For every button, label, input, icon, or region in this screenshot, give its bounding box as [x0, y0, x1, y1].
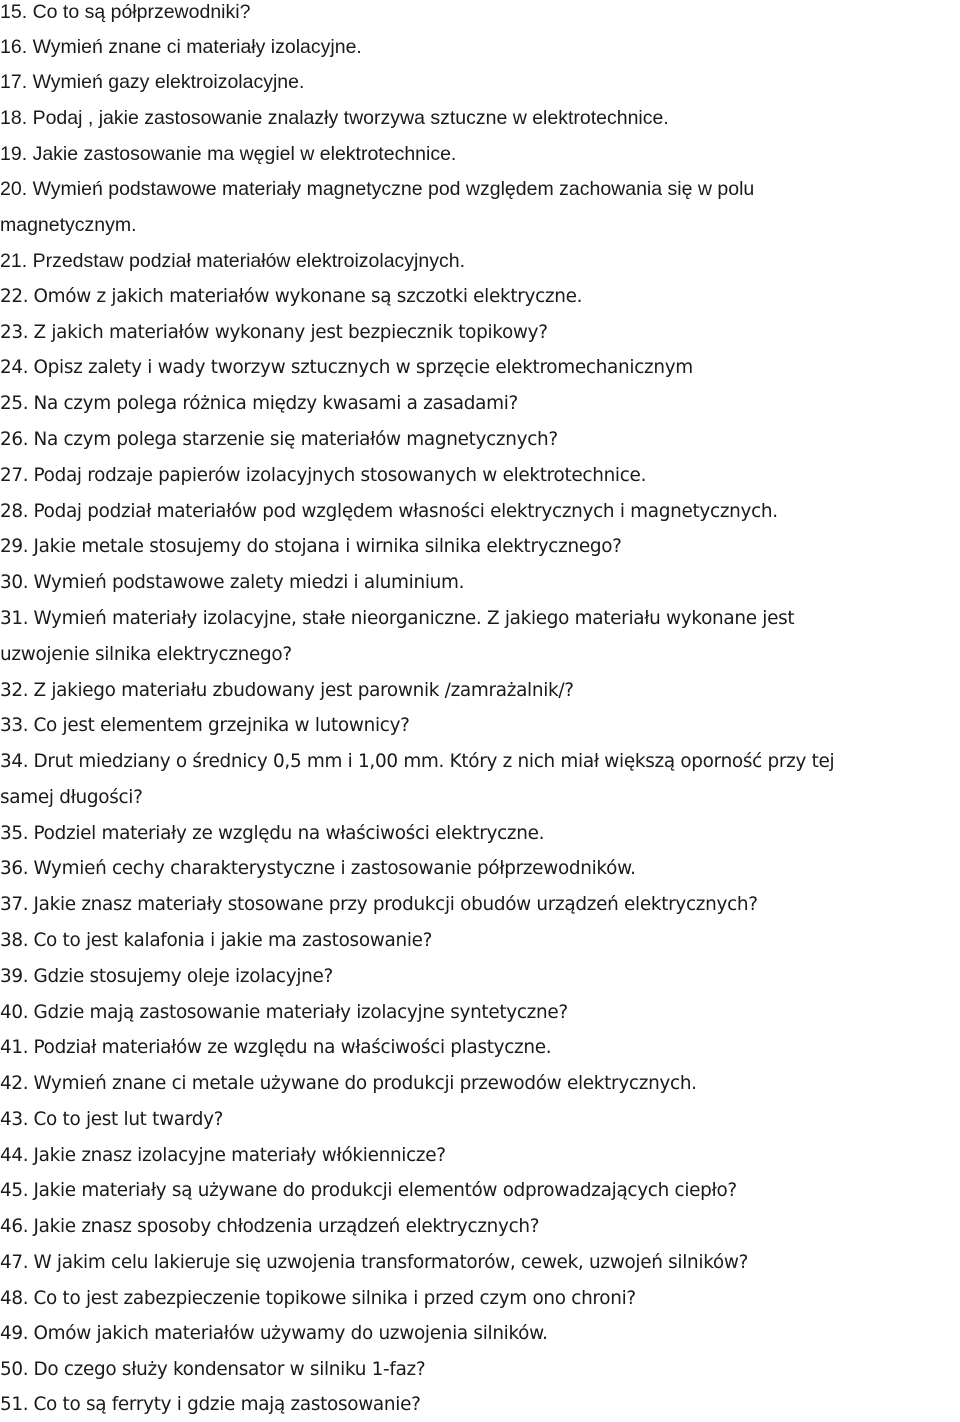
list-item	[0, 1174, 960, 1208]
list-item	[0, 280, 960, 314]
item-number: 16.	[0, 36, 28, 58]
item-text: Jakie znasz sposoby chłodzenia urządzeń elektrycznych?	[33, 1216, 540, 1237]
list-item	[0, 674, 960, 708]
list-item	[0, 1031, 960, 1065]
item-number: 29.	[0, 536, 29, 557]
item-text: Co to jest kalafonia i jakie ma zastosowanie?	[33, 930, 433, 951]
list-item	[0, 172, 960, 206]
list-item	[0, 888, 960, 922]
list-item	[0, 1139, 960, 1173]
item-text: Jakie metale stosujemy do stojana i wirnika silnika elektrycznego?	[33, 536, 622, 557]
item-number: 33.	[0, 715, 29, 736]
item-number: 26.	[0, 429, 29, 450]
item-number: 31.	[0, 608, 29, 629]
list-item-continuation	[0, 781, 960, 815]
list-item	[0, 30, 960, 64]
list-item	[0, 316, 960, 350]
item-text: Wymień znane ci materiały izolacyjne.	[32, 36, 362, 58]
item-number: 32.	[0, 680, 29, 701]
item-text: Jakie znasz materiały stosowane przy produkcji obudów urządzeń elektrycznych?	[33, 894, 758, 915]
item-number: 17.	[0, 71, 28, 93]
list-item	[0, 924, 960, 958]
item-number: 49.	[0, 1323, 29, 1344]
item-number: 25.	[0, 393, 29, 414]
item-number: 39.	[0, 966, 29, 987]
item-text: Co to jest lut twardy?	[33, 1109, 224, 1130]
item-text: Wymień gazy elektroizolacyjne.	[32, 71, 305, 93]
list-item	[0, 1282, 960, 1316]
item-text: Wymień cechy charakterystyczne i zastosowanie półprzewodników.	[33, 858, 636, 879]
list-item	[0, 1210, 960, 1244]
item-number: 43.	[0, 1109, 29, 1130]
item-text: Jakie materiały są używane do produkcji elementów odprowadzających ciepło?	[33, 1180, 737, 1201]
item-text: Co to są ferryty i gdzie mają zastosowanie?	[33, 1394, 421, 1415]
list-item	[0, 1317, 960, 1351]
item-number: 44.	[0, 1145, 29, 1166]
item-text: Gdzie stosujemy oleje izolacyjne?	[33, 966, 333, 987]
item-text: Co to są półprzewodniki?	[32, 1, 251, 23]
item-text: Jakie zastosowanie ma węgiel w elektrotechnice.	[32, 143, 457, 165]
item-number: 50.	[0, 1359, 29, 1380]
list-item	[0, 387, 960, 421]
item-number: 47.	[0, 1252, 29, 1273]
list-item	[0, 1388, 960, 1422]
item-number: 21.	[0, 250, 28, 272]
list-item	[0, 459, 960, 493]
item-text: Podaj podział materiałów pod względem własności elektrycznych i magnetycznych.	[33, 501, 778, 522]
item-number: 37.	[0, 894, 29, 915]
item-number: 38.	[0, 930, 29, 951]
list-item-continuation	[0, 638, 960, 672]
list-item	[0, 0, 960, 29]
item-number: 34.	[0, 751, 29, 772]
item-text: Co jest elementem grzejnika w lutownicy?	[33, 715, 410, 736]
list-item	[0, 137, 960, 171]
item-text: Podziel materiały ze względu na właściwości elektryczne.	[33, 823, 545, 844]
list-item	[0, 960, 960, 994]
item-text: Na czym polega starzenie się materiałów magnetycznych?	[33, 429, 558, 450]
item-text: Wymień podstawowe materiały magnetyczne pod względem zachowania się w polu	[32, 178, 755, 200]
item-number: 15.	[0, 1, 28, 23]
list-item	[0, 745, 960, 779]
item-number: 19.	[0, 143, 28, 165]
item-number: 40.	[0, 1002, 29, 1023]
item-text: Podział materiałów ze względu na właściwości plastyczne.	[33, 1037, 552, 1058]
list-item	[0, 1103, 960, 1137]
item-text: Z jakiego materiału zbudowany jest parownik /zamrażalnik/?	[33, 680, 574, 701]
item-number: 23.	[0, 322, 29, 343]
item-text: Jakie znasz izolacyjne materiały włókiennicze?	[33, 1145, 446, 1166]
item-number: 24.	[0, 357, 29, 378]
list-item	[0, 1353, 960, 1387]
list-item	[0, 1067, 960, 1101]
item-text: Wymień materiały izolacyjne, stałe nieorganiczne. Z jakiego materiału wykonane jest	[33, 608, 795, 629]
item-number: 36.	[0, 858, 29, 879]
list-item	[0, 602, 960, 636]
list-item	[0, 244, 960, 278]
list-item-continuation	[0, 208, 960, 242]
list-item	[0, 996, 960, 1030]
item-number: 48.	[0, 1288, 29, 1309]
item-text: W jakim celu lakieruje się uzwojenia transformatorów, cewek, uzwojeń silników?	[33, 1252, 749, 1273]
item-number: 51.	[0, 1394, 29, 1415]
list-item	[0, 566, 960, 600]
item-number: 27.	[0, 465, 29, 486]
item-number: 46.	[0, 1216, 29, 1237]
item-text: Omów z jakich materiałów wykonane są szczotki elektryczne.	[33, 286, 583, 307]
item-text: Drut miedziany o średnicy 0,5 mm i 1,00 mm. Który z nich miał większą oporność przy tej	[33, 751, 835, 772]
item-number: 28.	[0, 501, 29, 522]
list-item	[0, 65, 960, 99]
item-text: uzwojenie silnika elektrycznego?	[0, 644, 292, 665]
item-text: Gdzie mają zastosowanie materiały izolacyjne syntetyczne?	[33, 1002, 568, 1023]
item-text: Na czym polega różnica między kwasami a zasadami?	[33, 393, 518, 414]
list-item	[0, 423, 960, 457]
item-text: samej długości?	[0, 787, 143, 808]
item-number: 20.	[0, 178, 28, 200]
list-item	[0, 709, 960, 743]
item-number: 41.	[0, 1037, 29, 1058]
list-item	[0, 1246, 960, 1280]
list-item	[0, 817, 960, 851]
item-text: Wymień znane ci metale używane do produkcji przewodów elektrycznych.	[33, 1073, 697, 1094]
item-text: Podaj rodzaje papierów izolacyjnych stosowanych w elektrotechnice.	[33, 465, 647, 486]
item-number: 30.	[0, 572, 29, 593]
item-text: Podaj , jakie zastosowanie znalazły tworzywa sztuczne w elektrotechnice.	[32, 107, 669, 129]
list-item	[0, 495, 960, 529]
item-text: Do czego służy kondensator w silniku 1-faz?	[33, 1359, 426, 1380]
list-item	[0, 530, 960, 564]
item-number: 18.	[0, 107, 28, 129]
item-number: 35.	[0, 823, 29, 844]
item-text: Co to jest zabezpieczenie topikowe silnika i przed czym ono chroni?	[33, 1288, 636, 1309]
item-text: Opisz zalety i wady tworzyw sztucznych w sprzęcie elektromechanicznym	[33, 357, 693, 378]
item-text: Wymień podstawowe zalety miedzi i aluminium.	[33, 572, 465, 593]
item-number: 45.	[0, 1180, 29, 1201]
list-item	[0, 351, 960, 385]
item-number: 42.	[0, 1073, 29, 1094]
item-number: 22.	[0, 286, 29, 307]
item-text: Omów jakich materiałów używamy do uzwojenia silników.	[33, 1323, 548, 1344]
list-item	[0, 101, 960, 135]
item-text: Z jakich materiałów wykonany jest bezpiecznik topikowy?	[33, 322, 548, 343]
item-text: Przedstaw podział materiałów elektroizolacyjnych.	[32, 250, 465, 272]
item-text: magnetycznym.	[0, 214, 137, 236]
list-item	[0, 852, 960, 886]
